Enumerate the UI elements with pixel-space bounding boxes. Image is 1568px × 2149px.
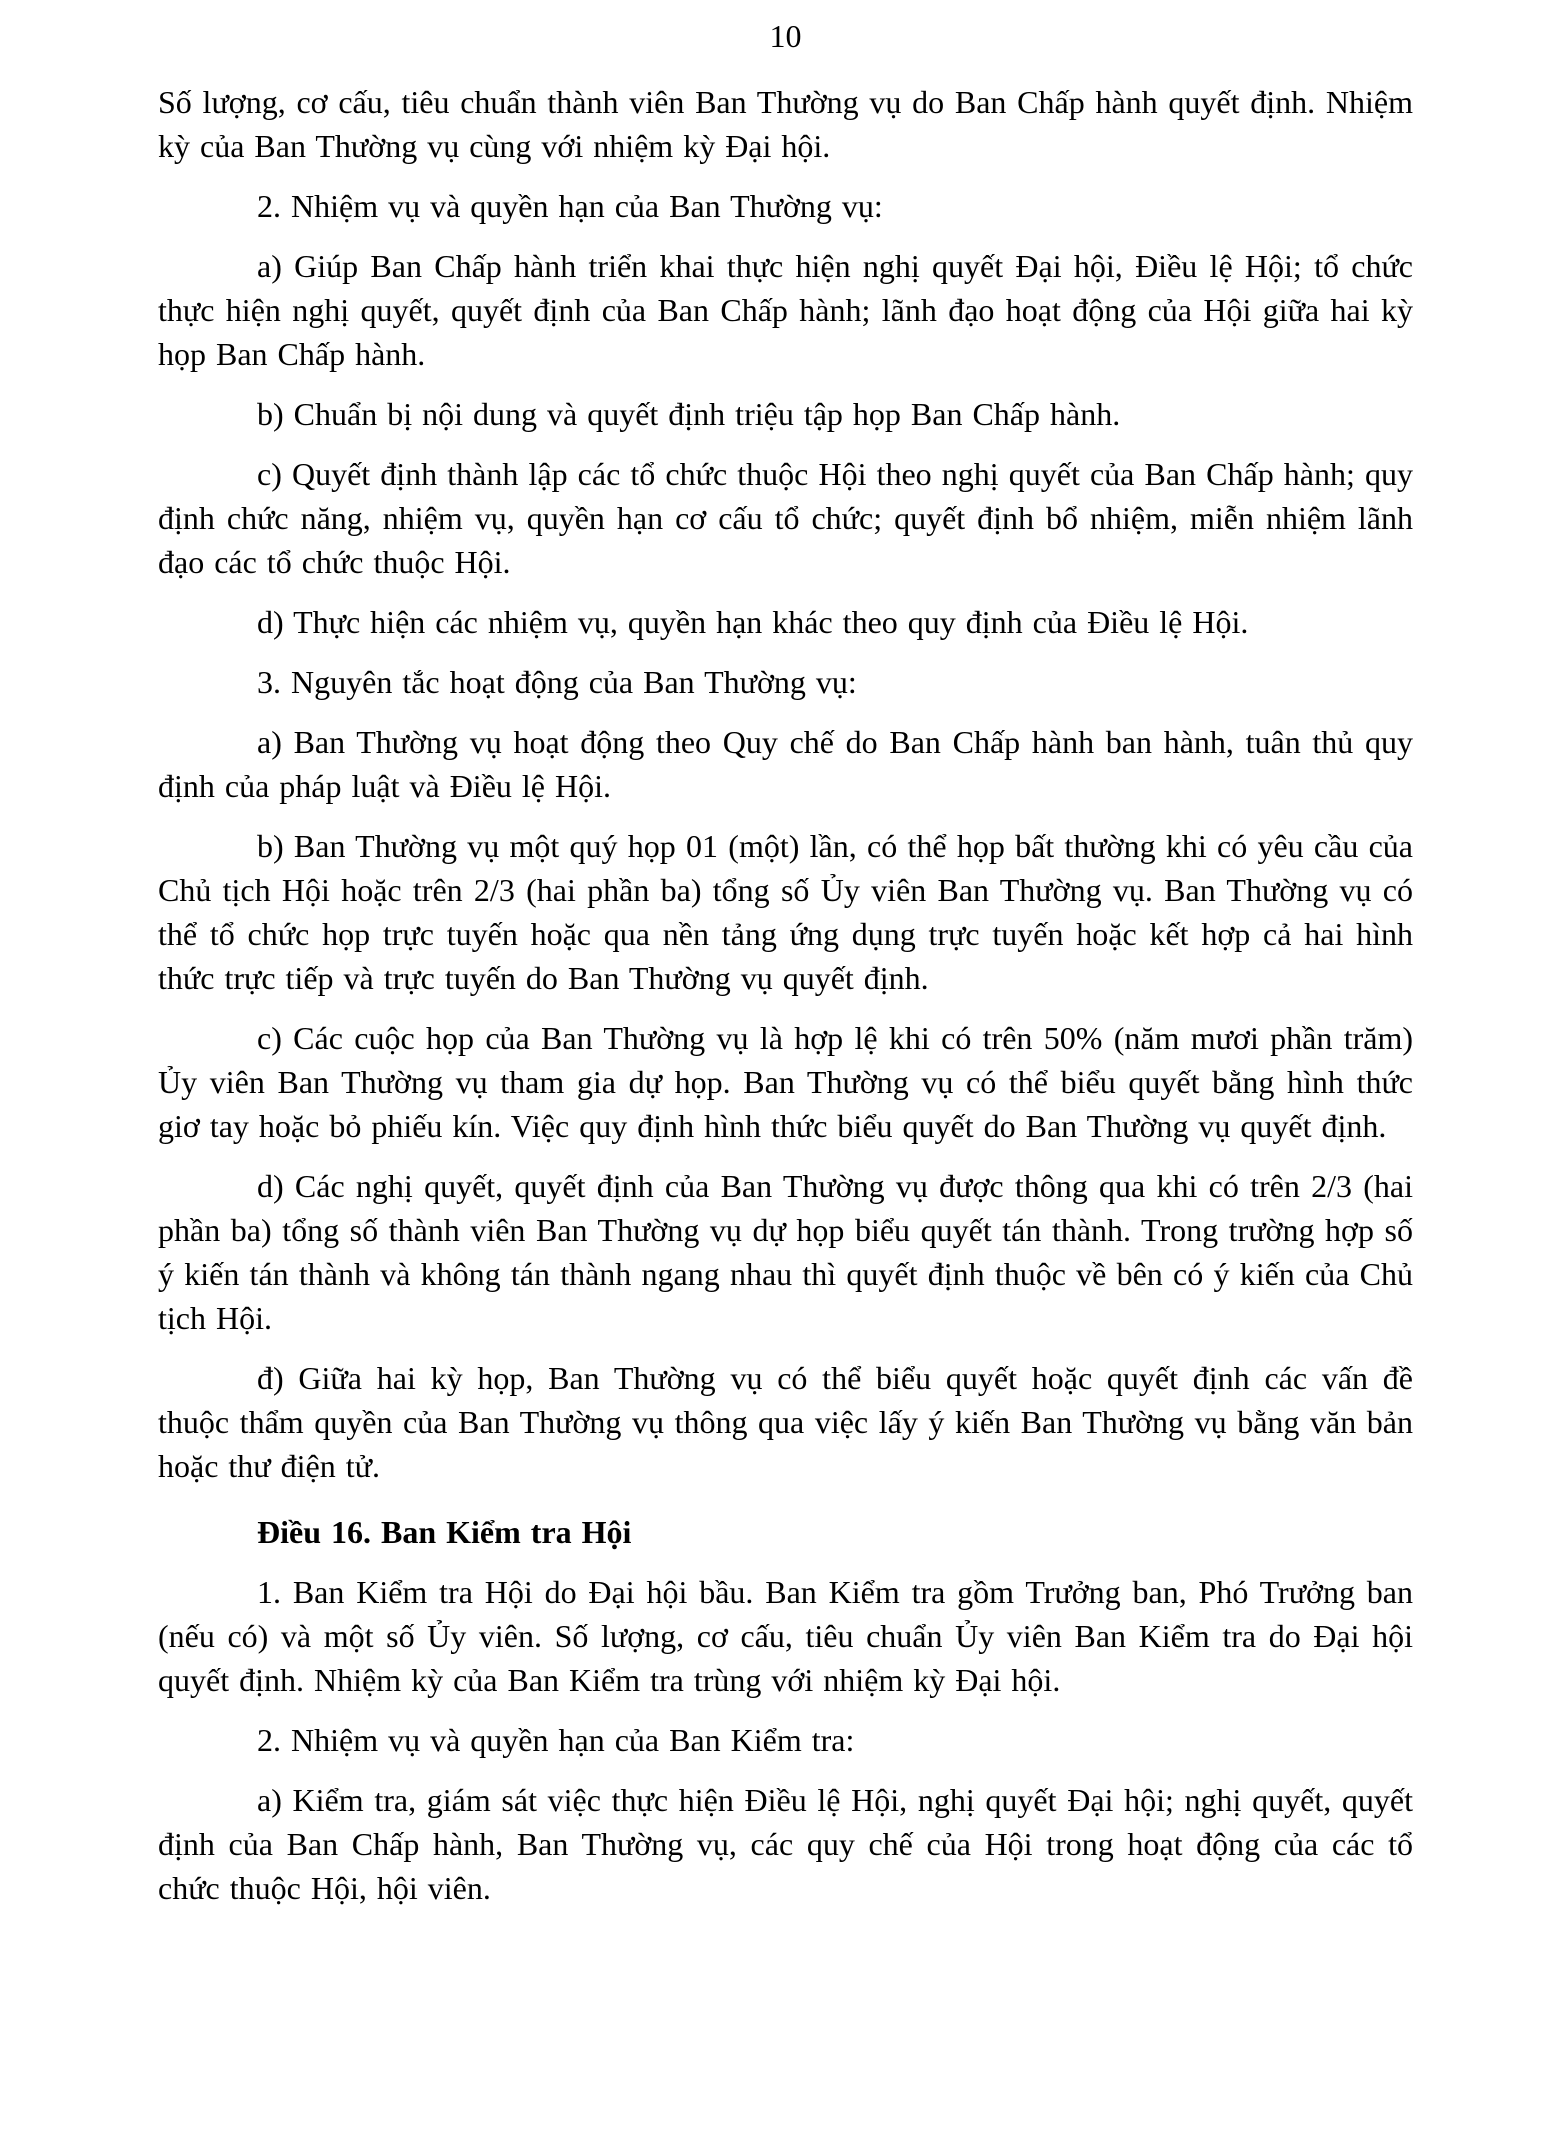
item-c-cuoc-hop-hop-le: c) Các cuộc họp của Ban Thường vụ là hợp lệ khi có trên 50% (năm mươi phần trăm) Ủy viên Ban Thường vụ tham gia dự họp. Ban Thường vụ có thể biểu quyết bằng hình thức giơ tay hoặc bỏ phiếu kín. Việc quy định hình thức biểu quyết do Ban Thường vụ quyết định. [158, 1020, 1413, 1144]
para-so-luong-btv: Số lượng, cơ cấu, tiêu chuẩn thành viên Ban Thường vụ do Ban Chấp hành quyết định. Nhiệm kỳ của Ban Thường vụ cùng với nhiệm kỳ Đại hội. [158, 84, 1413, 164]
item-d-nhiem-vu-khac: d) Thực hiện các nhiệm vụ, quyền hạn khác theo quy định của Điều lệ Hội. [257, 604, 1249, 640]
heading-dieu-16: Điều 16. Ban Kiểm tra Hội [257, 1514, 632, 1550]
item-1-ban-kiem-tra: 1. Ban Kiểm tra Hội do Đại hội bầu. Ban Kiểm tra gồm Trưởng ban, Phó Trưởng ban (nếu có) và một số Ủy viên. Số lượng, cơ cấu, tiêu chuẩn Ủy viên Ban Kiểm tra do Đại hội quyết định. Nhiệm kỳ của Ban Kiểm tra trùng với nhiệm kỳ Đại hội. [158, 1574, 1413, 1698]
item-a-kiem-tra-giam-sat: a) Kiểm tra, giám sát việc thực hiện Điều lệ Hội, nghị quyết Đại hội; nghị quyết, quyết định của Ban Chấp hành, Ban Thường vụ, các quy chế của Hội trong hoạt động của các tổ chức thuộc Hội, hội viên. [158, 1782, 1413, 1906]
document-body [158, 80, 1413, 1910]
item-c-thanh-lap-to-chuc: c) Quyết định thành lập các tổ chức thuộc Hội theo nghị quyết của Ban Chấp hành; quy định chức năng, nhiệm vụ, quyền hạn cơ cấu tổ chức; quyết định bổ nhiệm, miễn nhiệm lãnh đạo các tổ chức thuộc Hội. [158, 456, 1413, 580]
item-2-nhiem-vu-bkt: 2. Nhiệm vụ và quyền hạn của Ban Kiểm tra: [257, 1722, 855, 1758]
item-2-nhiem-vu-btv: 2. Nhiệm vụ và quyền hạn của Ban Thường vụ: [257, 188, 883, 224]
item-a-giup-bch: a) Giúp Ban Chấp hành triển khai thực hiện nghị quyết Đại hội, Điều lệ Hội; tổ chức thực hiện nghị quyết, quyết định của Ban Chấp hành; lãnh đạo hoạt động của Hội giữa hai kỳ họp Ban Chấp hành. [158, 248, 1413, 372]
item-b-chuan-bi-noi-dung: b) Chuẩn bị nội dung và quyết định triệu tập họp Ban Chấp hành. [257, 396, 1121, 432]
item-dd-giua-hai-ky-hop: đ) Giữa hai kỳ họp, Ban Thường vụ có thể biểu quyết hoặc quyết định các vấn đề thuộc thẩm quyền của Ban Thường vụ thông qua việc lấy ý kiến Ban Thường vụ bằng văn bản hoặc thư điện tử. [158, 1360, 1413, 1484]
item-a-quy-che-hoat-dong: a) Ban Thường vụ hoạt động theo Quy chế do Ban Chấp hành ban hành, tuân thủ quy định của pháp luật và Điều lệ Hội. [158, 724, 1413, 804]
page-number: 10 [769, 18, 802, 54]
item-d-thong-qua-nghi-quyet: d) Các nghị quyết, quyết định của Ban Thường vụ được thông qua khi có trên 2/3 (hai phần ba) tổng số thành viên Ban Thường vụ dự họp biểu quyết tán thành. Trong trường hợp số ý kiến tán thành và không tán thành ngang nhau thì quyết định thuộc về bên có ý kiến của Chủ tịch Hội. [158, 1168, 1413, 1336]
item-b-hop-quy: b) Ban Thường vụ một quý họp 01 (một) lần, có thể họp bất thường khi có yêu cầu của Chủ tịch Hội hoặc trên 2/3 (hai phần ba) tổng số Ủy viên Ban Thường vụ. Ban Thường vụ có thể tổ chức họp trực tuyến hoặc qua nền tảng ứng dụng trực tuyến hoặc kết hợp cả hai hình thức trực tiếp và trực tuyến do Ban Thường vụ quyết định. [158, 828, 1413, 996]
item-3-nguyen-tac-btv: 3. Nguyên tắc hoạt động của Ban Thường vụ: [257, 664, 857, 700]
